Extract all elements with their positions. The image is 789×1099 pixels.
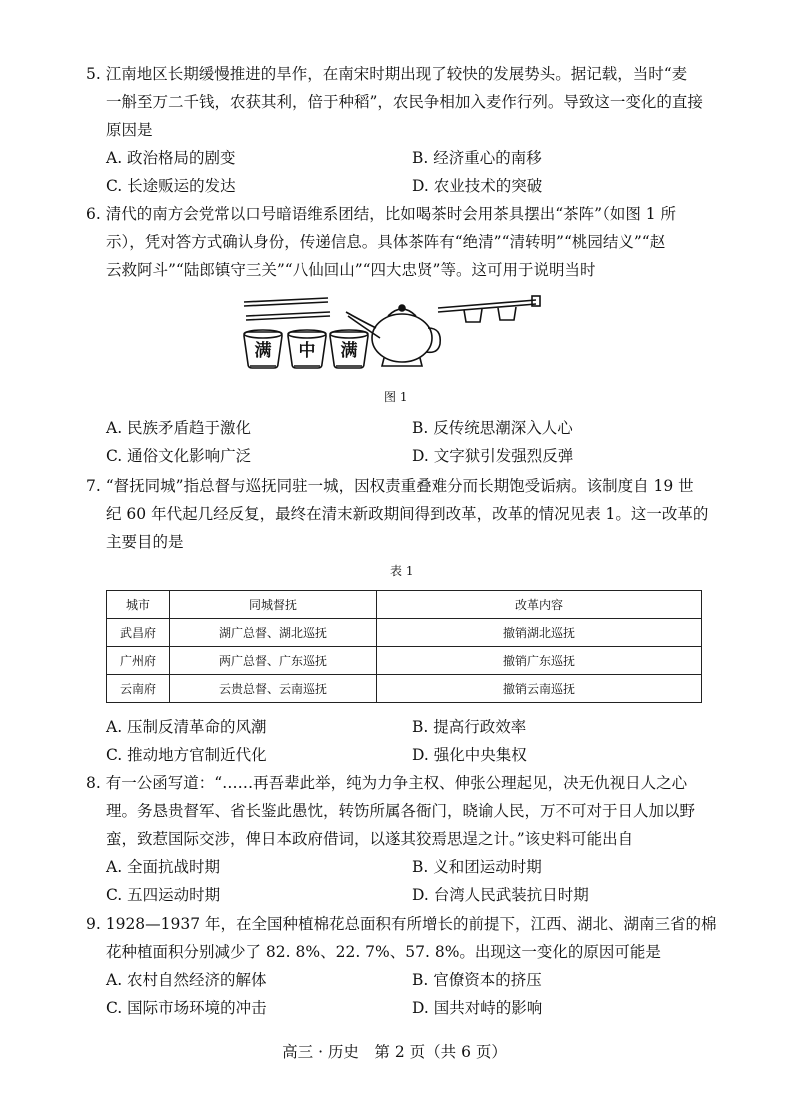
page-footer: 高三 · 历史 第 2 页（共 6 页） <box>282 1043 507 1061</box>
reform-table <box>106 590 702 703</box>
question-5-line-3: 原因是 <box>106 121 153 139</box>
question-6-line-2: 示），凭对答方式确认身份，传递信息。具体茶阵有“绝清”“清转明”“桃园结义”“赵 <box>106 233 666 251</box>
question-7-option-c: C. 推动地方官制近代化 <box>106 746 267 764</box>
table-header: 同城督抚 <box>170 591 377 619</box>
table-header: 改革内容 <box>377 591 702 619</box>
table-1-caption: 表 1 <box>390 564 414 578</box>
question-5-line-2: 一斛至万二千钱，农获其利，倍于种稻”，农民争相加入麦作行列。导致这一变化的直接 <box>106 93 703 111</box>
question-6-option-c: C. 通俗文化影响广泛 <box>106 447 252 465</box>
table-cell: 撤销云南巡抚 <box>377 675 702 703</box>
table-header: 城市 <box>107 591 170 619</box>
table-cell: 广州府 <box>107 647 170 675</box>
question-6-line-3: 云救阿斗”“陆郎镇守三关”“八仙回山”“四大忠贤”等。这可用于说明当时 <box>106 261 596 279</box>
question-5-line-1: 5. 江南地区长期缓慢推进的旱作，在南宋时期出现了较快的发展势头。据记载，当时“麦 <box>86 65 688 83</box>
table-cell: 撤销广东巡抚 <box>377 647 702 675</box>
chopsticks-icon <box>244 298 330 320</box>
table-cell: 撤销湖北巡抚 <box>377 619 702 647</box>
question-9-option-a: A. 农村自然经济的解体 <box>106 971 267 989</box>
question-7-option-b: B. 提高行政效率 <box>412 718 527 736</box>
question-9-line-2: 花种植面积分别减少了 82. 8%、22. 7%、57. 8%。出现这一变化的原因可能是 <box>106 943 661 961</box>
question-9-option-d: D. 国共对峙的影响 <box>412 999 543 1017</box>
cup-label-3: 满 <box>340 341 358 361</box>
question-8-line-2: 理。务恳贵督军、省长鉴此愚忱，转饬所属各衙门，晓谕人民，万不可对于日人加以野 <box>106 802 696 820</box>
table-cell: 武昌府 <box>107 619 170 647</box>
question-7-line-3: 主要目的是 <box>106 533 184 551</box>
question-8-line-3: 蛮，致惹国际交涉，俾日本政府借词，以遂其狡焉思逞之计。”该史料可能出自 <box>106 830 634 848</box>
figure-1-caption: 图 1 <box>384 390 408 404</box>
question-5-option-c: C. 长途贩运的发达 <box>106 177 236 195</box>
table-cell: 云南府 <box>107 675 170 703</box>
table-cell: 湖广总督、湖北巡抚 <box>170 619 377 647</box>
table-cell: 云贵总督、云南巡抚 <box>170 675 377 703</box>
table-row <box>107 619 702 647</box>
question-9-line-1: 9. 1928—1937 年，在全国种植棉花总面积有所增长的前提下，江西、湖北、湖南三省的棉 <box>86 915 717 933</box>
question-7-line-2: 纪 60 年代起几经反复，最终在清末新政期间得到改革，改革的情况见表 1。这一改革的 <box>106 505 709 523</box>
table-row <box>107 675 702 703</box>
question-5-option-d: D. 农业技术的突破 <box>412 177 543 195</box>
question-9-option-b: B. 官僚资本的挤压 <box>412 971 542 989</box>
question-8-line-1: 8. 有一公函写道：“……再吾辈此举，纯为力争主权、伸张公理起见，决无仇视日人之心 <box>86 774 688 792</box>
question-7-line-1: 7. “督抚同城”指总督与巡抚同驻一城，因权责重叠难分而长期饱受诟病。该制度自 19 世 <box>86 477 694 495</box>
teapot-icon <box>346 305 440 366</box>
question-8-option-c: C. 五四运动时期 <box>106 886 221 904</box>
question-5-option-a: A. 政治格局的剧变 <box>106 149 236 167</box>
cup-label-1: 满 <box>254 341 272 361</box>
question-8-option-b: B. 义和团运动时期 <box>412 858 542 876</box>
question-6-option-d: D. 文字狱引发强烈反弹 <box>412 447 574 465</box>
question-7-option-a: A. 压制反清革命的风潮 <box>106 718 267 736</box>
question-5-option-b: B. 经济重心的南移 <box>412 149 542 167</box>
question-8-option-d: D. 台湾人民武装抗日时期 <box>412 886 589 904</box>
question-9-option-c: C. 国际市场环境的冲击 <box>106 999 267 1017</box>
question-8-option-a: A. 全面抗战时期 <box>106 858 221 876</box>
spoon-rack-icon <box>438 296 540 322</box>
table-header-row <box>107 591 702 619</box>
question-6-option-a: A. 民族矛盾趋于激化 <box>106 419 252 437</box>
table-row <box>107 647 702 675</box>
question-7-option-d: D. 强化中央集权 <box>412 746 527 764</box>
question-6-line-1: 6. 清代的南方会党常以口号暗语维系团结，比如喝茶时会用茶具摆出“茶阵”（如图 1 所 <box>86 205 677 223</box>
tea-array-figure <box>236 292 546 378</box>
cup-label-2: 中 <box>298 341 316 361</box>
table-cell: 两广总督、广东巡抚 <box>170 647 377 675</box>
question-6-option-b: B. 反传统思潮深入人心 <box>412 419 573 437</box>
